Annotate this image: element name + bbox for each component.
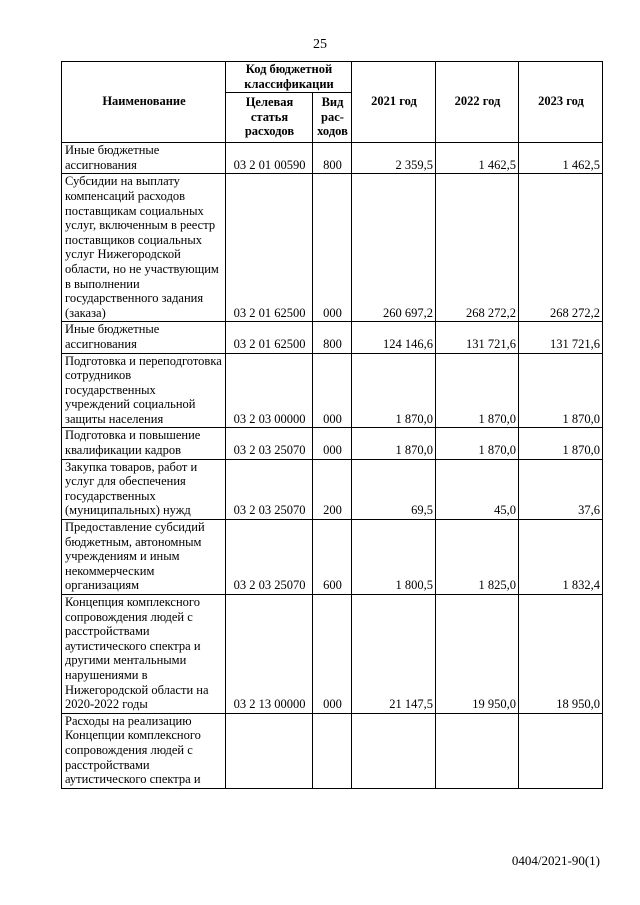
row-amount-2021-cell: 21 147,5 [352,595,436,714]
row-name-cell: Субсидии на выплату компенсаций расходов поставщикам социальных услуг, включенным в реестр поставщиков социальных услуг Нижегородской области, но не участвующим в выполнении государственного задания (заказа) [62,174,226,322]
row-amount-2022-cell: 1 462,5 [436,143,519,174]
table-row [62,713,603,788]
row-target-item-cell: 03 2 03 25070 [226,459,313,519]
row-expense-type-cell: 800 [313,322,352,353]
row-amount-2021-cell: 1 870,0 [352,428,436,459]
row-amount-2022-cell: 1 825,0 [436,520,519,595]
budget-table-body [62,143,603,789]
row-name-cell: Закупка товаров, работ и услуг для обеспечения государственных (муниципальных) нужд [62,459,226,519]
row-target-item-cell: 03 2 01 00590 [226,143,313,174]
row-amount-2021-cell [352,713,436,788]
row-amount-2023-cell: 1 870,0 [519,428,603,459]
row-amount-2022-cell [436,713,519,788]
row-amount-2022-cell: 131 721,6 [436,322,519,353]
table-row [62,353,603,428]
table-row [62,174,603,322]
row-amount-2021-cell: 1 800,5 [352,520,436,595]
row-target-item-cell [226,713,313,788]
row-name-cell: Подготовка и повышение квалификации кадров [62,428,226,459]
budget-table-header [62,62,603,143]
header-expense-type: Вид рас-ходов [313,93,352,143]
row-expense-type-cell: 800 [313,143,352,174]
row-amount-2022-cell: 1 870,0 [436,428,519,459]
header-name: Наименование [62,62,226,143]
row-target-item-cell: 03 2 03 25070 [226,520,313,595]
budget-table [61,61,603,789]
row-amount-2021-cell: 124 146,6 [352,322,436,353]
row-amount-2023-cell: 18 950,0 [519,595,603,714]
row-expense-type-cell: 600 [313,520,352,595]
row-amount-2023-cell: 1 870,0 [519,353,603,428]
row-amount-2021-cell: 260 697,2 [352,174,436,322]
row-name-cell: Предоставление субсидий бюджетным, автономным учреждениям и иным некоммерческим организациям [62,520,226,595]
row-amount-2023-cell: 1 462,5 [519,143,603,174]
page-number: 25 [313,37,327,52]
row-target-item-cell: 03 2 03 25070 [226,428,313,459]
document-code: 0404/2021-90(1) [511,853,600,868]
row-target-item-cell: 03 2 13 00000 [226,595,313,714]
row-expense-type-cell [313,713,352,788]
header-year-2022: 2022 год [436,62,519,143]
row-amount-2022-cell: 45,0 [436,459,519,519]
row-name-cell: Расходы на реализацию Концепции комплексного сопровождения людей с расстройствами аутистического спектра и [62,713,226,788]
row-amount-2022-cell: 268 272,2 [436,174,519,322]
row-name-cell: Концепция комплексного сопровождения людей с расстройствами аутистического спектра и другими ментальными нарушениями в Нижегородской области на 2020-2022 годы [62,595,226,714]
row-amount-2022-cell: 19 950,0 [436,595,519,714]
row-amount-2021-cell: 2 359,5 [352,143,436,174]
row-amount-2023-cell [519,713,603,788]
table-row [62,143,603,174]
header-code-group: Код бюджетной классификации [226,62,352,93]
row-amount-2023-cell: 268 272,2 [519,174,603,322]
row-name-cell: Подготовка и переподготовка сотрудников государственных учреждений социальной защиты населения [62,353,226,428]
table-row [62,428,603,459]
row-expense-type-cell: 000 [313,595,352,714]
row-expense-type-cell: 000 [313,353,352,428]
row-target-item-cell: 03 2 01 62500 [226,322,313,353]
row-target-item-cell: 03 2 01 62500 [226,174,313,322]
row-amount-2023-cell: 131 721,6 [519,322,603,353]
row-name-cell: Иные бюджетные ассигнования [62,322,226,353]
header-target-item: Целевая статья расходов [226,93,313,143]
row-name-cell: Иные бюджетные ассигнования [62,143,226,174]
row-expense-type-cell: 200 [313,459,352,519]
header-year-2023: 2023 год [519,62,603,143]
row-target-item-cell: 03 2 03 00000 [226,353,313,428]
table-row [62,595,603,714]
table-row [62,520,603,595]
table-row [62,322,603,353]
row-amount-2022-cell: 1 870,0 [436,353,519,428]
row-amount-2021-cell: 1 870,0 [352,353,436,428]
row-amount-2021-cell: 69,5 [352,459,436,519]
row-expense-type-cell: 000 [313,174,352,322]
row-amount-2023-cell: 37,6 [519,459,603,519]
header-year-2021: 2021 год [352,62,436,143]
row-amount-2023-cell: 1 832,4 [519,520,603,595]
table-row [62,459,603,519]
row-expense-type-cell: 000 [313,428,352,459]
